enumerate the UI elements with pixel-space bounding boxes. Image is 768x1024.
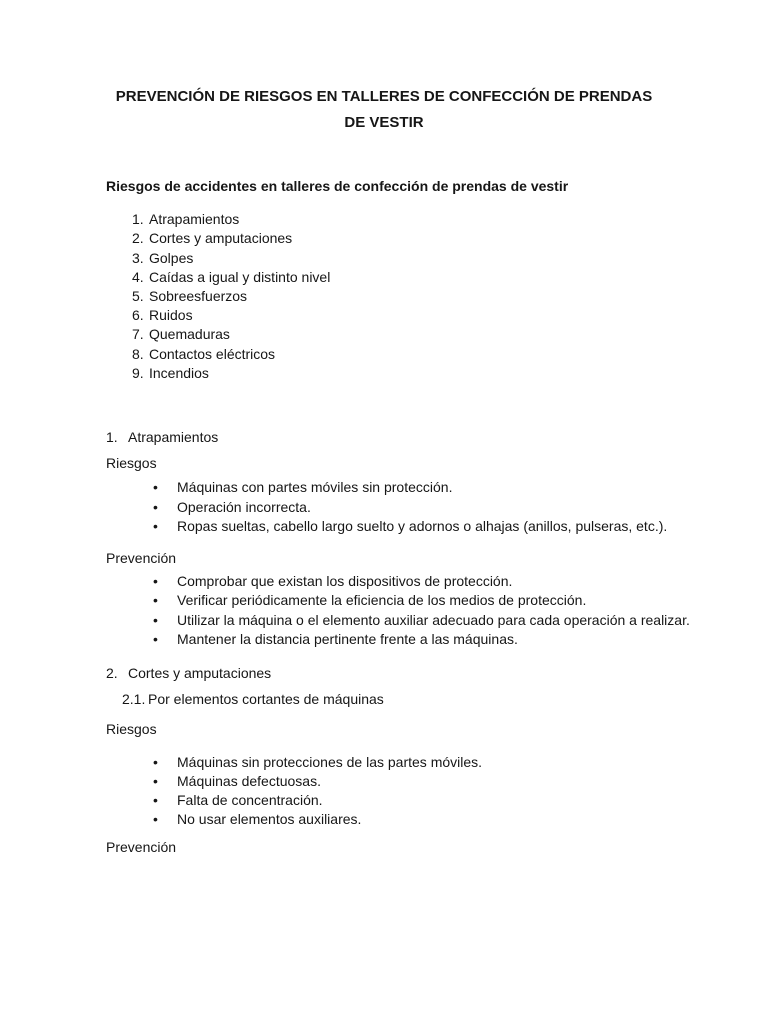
section-2-number: 2. — [106, 665, 118, 682]
subsection-2-1-heading — [122, 690, 710, 709]
risk-item: • Falta de concentración. — [177, 791, 710, 810]
document-subtitle: Riesgos de accidentes en talleres de confección de prendas de vestir — [106, 178, 569, 194]
document-title — [0, 84, 768, 136]
accident-type-item: Incendios — [149, 364, 209, 381]
prevention-item: • Comprobar que existan los dispositivos de protección. — [177, 572, 710, 591]
subsection-2-1-title: Por elementos cortantes de máquinas — [148, 691, 384, 708]
accident-type-item: Cortes y amputaciones — [149, 230, 293, 247]
section-2-heading — [106, 664, 710, 683]
prevention-item: • Verificar periódicamente la eficiencia de los medios de protección. — [177, 591, 710, 610]
section-2-prevention-label: Prevención — [106, 839, 177, 856]
prevention-item: • Utilizar la máquina o el elemento auxiliar adecuado para cada operación a realizar. — [177, 611, 710, 630]
accident-type-item: Quemaduras — [149, 326, 230, 343]
risk-item: • Ropas sueltas, cabello largo suelto y adornos o alhajas (anillos, pulseras, etc.). — [177, 517, 710, 536]
accident-type-item: Sobreesfuerzos — [149, 288, 248, 305]
risk-item: • No usar elementos auxiliares. — [177, 810, 710, 829]
section-2-risks-list — [106, 753, 710, 830]
section-1-prevention-list — [106, 572, 710, 649]
risk-item: • Operación incorrecta. — [177, 498, 710, 517]
risk-item: • Máquinas sin protecciones de las partes móviles. — [177, 753, 710, 772]
section-1-risks-list — [106, 478, 710, 536]
prevention-item: • Mantener la distancia pertinente frente a las máquinas. — [177, 630, 710, 649]
section-2-risks-label: Riesgos — [106, 721, 157, 738]
risk-item: • Máquinas con partes móviles sin protección. — [177, 478, 710, 497]
accident-type-item: Atrapamientos — [149, 211, 240, 228]
section-1-number: 1. — [106, 429, 118, 446]
risk-item: • Máquinas defectuosas. — [177, 772, 710, 791]
accident-type-item: Caídas a igual y distinto nivel — [149, 268, 331, 285]
section-1-risks-label: Riesgos — [106, 455, 157, 472]
section-1-prevention-label: Prevención — [106, 550, 177, 567]
accident-type-item: Contactos eléctricos — [149, 345, 276, 362]
document-title-line2: DE VESTIR — [344, 114, 424, 131]
section-1-title: Atrapamientos — [128, 429, 219, 446]
subsection-2-1-number: 2.1. — [122, 691, 146, 708]
accident-type-item: Ruidos — [149, 307, 193, 324]
document-title-line1: PREVENCIÓN DE RIESGOS EN TALLERES DE CONFECCIÓN DE PRENDAS — [115, 88, 653, 105]
accident-type-list — [106, 210, 710, 383]
accident-type-item: Golpes — [149, 249, 194, 266]
section-1-heading — [106, 428, 710, 447]
section-2-title: Cortes y amputaciones — [128, 665, 272, 682]
